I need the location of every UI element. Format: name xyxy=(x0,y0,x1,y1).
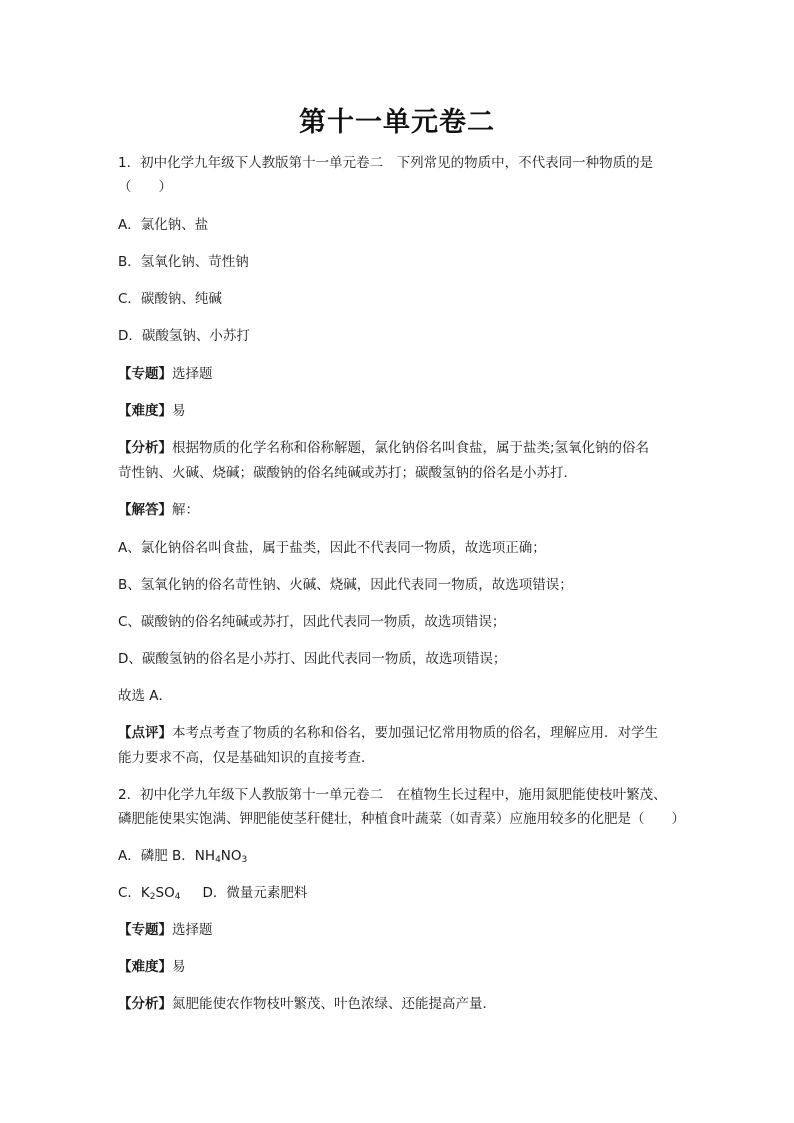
page-title: 第十一单元卷二 xyxy=(299,107,495,138)
q1-option-d: D．碳酸氢钠、小苏打 xyxy=(118,328,250,344)
q2-analysis-tag: 【分析】 xyxy=(118,996,172,1012)
q2-topic xyxy=(118,920,698,940)
q1-analysis-line2: 苛性钠、火碱、烧碱；碳酸钠的俗名纯碱或苏打；碳酸氢钠的俗名是小苏打． xyxy=(118,465,577,481)
q1-stem-line2: （ ） xyxy=(118,179,172,195)
q1-option-a: A．氯化钠、盐 xyxy=(118,217,209,233)
q1-option-b: B．氢氧化钠、苛性钠 xyxy=(118,254,249,270)
q1-answer-line-b: B、氢氧化钠的俗名苛性钠、火碱、烧碱，因此代表同一物质，故选项错误； xyxy=(118,577,573,593)
q1-analysis-tag: 【分析】 xyxy=(118,440,172,456)
q2-options-cd xyxy=(118,883,698,903)
q1-option-c: C．碳酸钠、纯碱 xyxy=(118,291,222,307)
q1-difficulty-value: 易 xyxy=(172,403,186,419)
q1-answer-line-c: C、碳酸钠的俗名纯碱或苏打，因此代表同一物质，故选项错误； xyxy=(118,614,506,630)
q1-comment-line1 xyxy=(118,723,698,743)
q1-analysis-line1 xyxy=(118,438,698,458)
q1-topic-value: 选择题 xyxy=(172,366,213,382)
q2-analysis-line1 xyxy=(118,994,698,1014)
q1-answer-tag: 【解答】 xyxy=(118,502,172,518)
q1-conclusion: 故选 A． xyxy=(118,688,173,704)
q1-difficulty-tag: 【难度】 xyxy=(118,403,172,419)
q1-answer-line-a: A、氯化钠俗名叫食盐，属于盐类，因此不代表同一物质，故选项正确； xyxy=(118,540,546,556)
q2-option-b: B．$NH_4NO_3$ xyxy=(172,848,248,865)
q1-difficulty xyxy=(118,401,698,421)
q1-comment-line2: 能力要求不高，仅是基础知识的直接考查． xyxy=(118,750,375,766)
q2-options-ab xyxy=(118,846,698,866)
q1-answer-head-text: 解： xyxy=(172,502,199,518)
q1-topic-tag: 【专题】 xyxy=(118,366,172,382)
q1-comment-text1: 本考点考查了物质的名称和俗名，要加强记忆常用物质的俗名，理解应用．对学生 xyxy=(172,725,658,741)
q2-stem-line1: 2．初中化学九年级下人教版第十一单元卷二 在植物生长过程中，施用氮肥能使枝叶繁茂、 xyxy=(118,787,667,803)
q2-topic-value: 选择题 xyxy=(172,922,213,938)
q1-answer-line-d: D、碳酸氢钠的俗名是小苏打、因此代表同一物质，故选项错误； xyxy=(118,651,507,667)
q1-stem-line1: 1．初中化学九年级下人教版第十一单元卷二 下列常见的物质中，不代表同一种物质的是 xyxy=(118,155,654,171)
q2-stem-line2: 磷肥能使果实饱满、钾肥能使茎秆健壮，种植食叶蔬菜（如青菜）应施用较多的化肥是（ ） xyxy=(118,811,685,827)
q2-difficulty-tag: 【难度】 xyxy=(118,959,172,975)
q2-option-d: D．微量元素肥料 xyxy=(202,885,308,901)
q2-difficulty-value: 易 xyxy=(172,959,186,975)
q1-topic xyxy=(118,364,698,384)
q1-answer-head xyxy=(118,500,698,520)
q2-topic-tag: 【专题】 xyxy=(118,922,172,938)
q2-difficulty xyxy=(118,957,698,977)
q2-option-c: C．$K_2SO_4$ xyxy=(118,885,181,902)
q1-comment-tag: 【点评】 xyxy=(118,725,172,741)
q1-analysis-text1: 根据物质的化学名称和俗称解题，氯化钠俗名叫食盐，属于盐类;氢氧化钠的俗名 xyxy=(172,440,650,456)
q2-option-a: A．磷肥 xyxy=(118,848,168,864)
q2-analysis-text1: 氮肥能使农作物枝叶繁茂、叶色浓绿、还能提高产量． xyxy=(172,996,496,1012)
